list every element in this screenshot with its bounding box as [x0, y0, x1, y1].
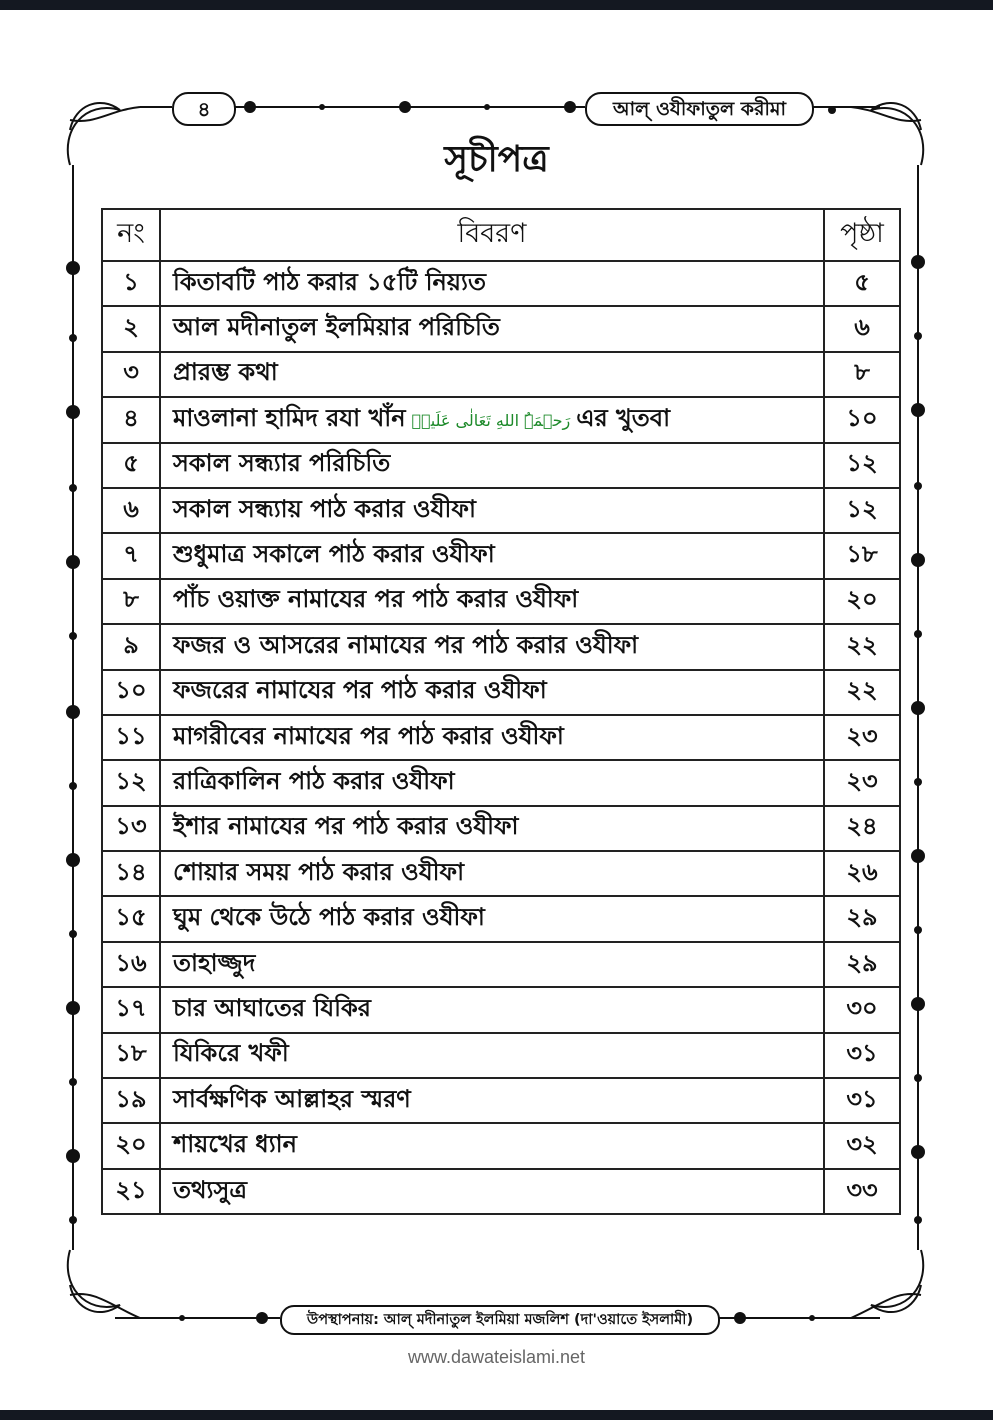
row-description: শায়খের ধ্যান	[160, 1123, 824, 1168]
row-page: ১০	[824, 397, 900, 442]
row-description: আল মদীনাতুল ইলমিয়ার পরিচিতি	[160, 306, 824, 351]
header-page: পৃষ্ঠা	[824, 209, 900, 261]
row-number: ১১	[102, 715, 160, 760]
header-number: নং	[102, 209, 160, 261]
row-page: ১৮	[824, 533, 900, 578]
row-number: ২১	[102, 1169, 160, 1214]
row-number: ২০	[102, 1123, 160, 1168]
row-number: ১৩	[102, 806, 160, 851]
table-row[interactable]	[102, 352, 900, 397]
row-description: কিতাবটি পাঠ করার ১৫টি নিয়্যত	[160, 261, 824, 306]
table-row[interactable]	[102, 488, 900, 533]
table-row[interactable]	[102, 533, 900, 578]
row-page: ২০	[824, 579, 900, 624]
table-row[interactable]	[102, 397, 900, 442]
row-page: ২৯	[824, 942, 900, 987]
table-row[interactable]	[102, 670, 900, 715]
row-description: পাঁচ ওয়াক্ত নামাযের পর পাঠ করার ওযীফা	[160, 579, 824, 624]
row-number: ২	[102, 306, 160, 351]
bottom-screen-bar	[0, 1410, 993, 1420]
row-number: ১৯	[102, 1078, 160, 1123]
row-description: রাত্রিকালিন পাঠ করার ওযীফা	[160, 760, 824, 805]
row-description: প্রারম্ভ কথা	[160, 352, 824, 397]
row-number: ১	[102, 261, 160, 306]
row-number: ১৭	[102, 987, 160, 1032]
row-description	[160, 397, 824, 442]
row-page: ৩০	[824, 987, 900, 1032]
table-row[interactable]	[102, 760, 900, 805]
row-description: ফজর ও আসরের নামাযের পর পাঠ করার ওযীফা	[160, 624, 824, 669]
row-page: ৩২	[824, 1123, 900, 1168]
book-title: আল্ ওযীফাতুল করীমা	[585, 92, 814, 126]
header-description: বিবরণ	[160, 209, 824, 261]
row-description: যিকিরে খফী	[160, 1033, 824, 1078]
row-page: ২২	[824, 624, 900, 669]
row-page: ২৬	[824, 851, 900, 896]
row-number: ১৬	[102, 942, 160, 987]
row-number: ১০	[102, 670, 160, 715]
row-description: তাহাজ্জুদ	[160, 942, 824, 987]
row-page: ২২	[824, 670, 900, 715]
row-page: ২৩	[824, 715, 900, 760]
table-row[interactable]	[102, 306, 900, 351]
row-page: ২৪	[824, 806, 900, 851]
arabic-honorific: رَحۡمَۃُ اللهِ تَعَالٰی عَلَیۡہ	[411, 410, 571, 430]
row-page: ৩১	[824, 1033, 900, 1078]
table-row[interactable]	[102, 896, 900, 941]
row-page: ২৩	[824, 760, 900, 805]
row-page: ১২	[824, 443, 900, 488]
page-number: ৪	[172, 92, 236, 126]
row-description: ফজরের নামাযের পর পাঠ করার ওযীফা	[160, 670, 824, 715]
row-page: ৬	[824, 306, 900, 351]
row-description-text: মাওলানা হামিদ রযা খাঁন	[173, 403, 406, 432]
row-page: ১২	[824, 488, 900, 533]
row-number: ১৫	[102, 896, 160, 941]
row-description: ঘুম থেকে উঠে পাঠ করার ওযীফা	[160, 896, 824, 941]
row-description: শুধুমাত্র সকালে পাঠ করার ওযীফা	[160, 533, 824, 578]
row-description: মাগরীবের নামাযের পর পাঠ করার ওযীফা	[160, 715, 824, 760]
row-page: ২৯	[824, 896, 900, 941]
row-description: চার আঘাতের যিকির	[160, 987, 824, 1032]
row-description-suffix: এর খুতবা	[576, 403, 671, 432]
table-row[interactable]	[102, 1078, 900, 1123]
table-row[interactable]	[102, 624, 900, 669]
row-description: সার্বক্ষণিক আল্লাহর স্মরণ	[160, 1078, 824, 1123]
row-number: ১৪	[102, 851, 160, 896]
row-number: ১৮	[102, 1033, 160, 1078]
row-number: ৫	[102, 443, 160, 488]
table-row[interactable]	[102, 261, 900, 306]
table-row[interactable]	[102, 579, 900, 624]
publisher-label: উপস্থাপনায়: আল্ মদীনাতুল ইলমিয়া মজলিশ (দা'ওয়াতে ইসলামী)	[280, 1305, 720, 1335]
row-number: ৪	[102, 397, 160, 442]
row-description: শোয়ার সময় পাঠ করার ওযীফা	[160, 851, 824, 896]
table-row[interactable]	[102, 942, 900, 987]
row-number: ১২	[102, 760, 160, 805]
table-row[interactable]	[102, 715, 900, 760]
row-number: ৭	[102, 533, 160, 578]
page-title: সূচীপত্র	[444, 139, 549, 180]
row-description: সকাল সন্ধ্যায় পাঠ করার ওযীফা	[160, 488, 824, 533]
website-url[interactable]: www.dawateislami.net	[407, 1347, 586, 1367]
table-row[interactable]	[102, 987, 900, 1032]
row-number: ৩	[102, 352, 160, 397]
row-page: ৮	[824, 352, 900, 397]
table-row[interactable]	[102, 851, 900, 896]
table-header-row	[102, 209, 900, 261]
row-description: তথ্যসুত্র	[160, 1169, 824, 1214]
row-page: ৫	[824, 261, 900, 306]
row-number: ৮	[102, 579, 160, 624]
table-row[interactable]	[102, 1123, 900, 1168]
row-description: সকাল সন্ধ্যার পরিচিতি	[160, 443, 824, 488]
table-row[interactable]	[102, 1169, 900, 1214]
row-page: ৩৩	[824, 1169, 900, 1214]
table-row[interactable]	[102, 806, 900, 851]
row-page: ৩১	[824, 1078, 900, 1123]
table-row[interactable]	[102, 443, 900, 488]
row-number: ৯	[102, 624, 160, 669]
row-description: ইশার নামাযের পর পাঠ করার ওযীফা	[160, 806, 824, 851]
contents-table	[101, 208, 901, 1215]
table-row[interactable]	[102, 1033, 900, 1078]
row-number: ৬	[102, 488, 160, 533]
